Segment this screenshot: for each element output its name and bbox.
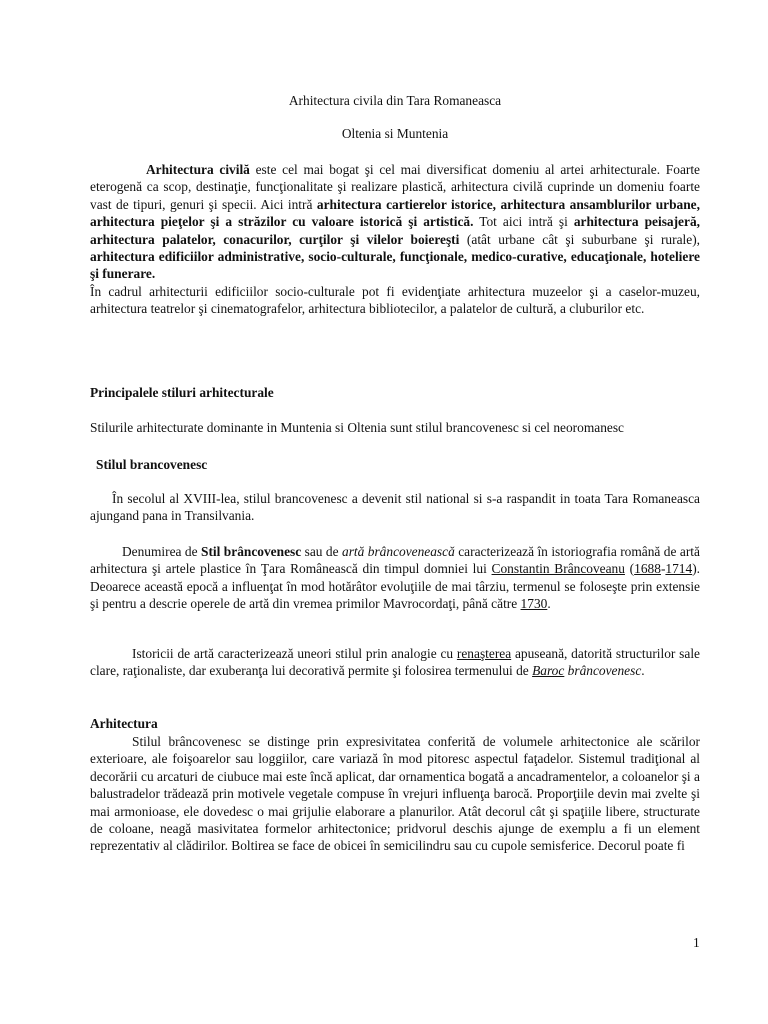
link-baroc[interactable]: Baroc [532, 663, 565, 679]
intro-paragraph [90, 161, 700, 318]
brancovenesc-text-3b: apuseană, datorită structurilor sale clare, raţionaliste, dar exuberanţa lui decorativă permite şi folosirea termenului de [90, 646, 700, 679]
brancovenesc-paragraph-3 [90, 645, 700, 680]
arhitectura-paragraph [90, 733, 700, 855]
link-constantin-brancoveanu[interactable]: Constantin Brâncoveanu [491, 561, 625, 577]
link-year-1714[interactable]: 1714 [665, 561, 693, 577]
intro-bold-4: arhitectura edificiilor administrative, socio-culturale, funcţionale, medico-curative, educaţionale, hoteliere şi funerare. [90, 249, 700, 282]
page-number: 1 [693, 935, 700, 950]
intro-bold-1: Arhitectura civilă [146, 162, 250, 177]
brancovenesc-text-2b: sau de [301, 544, 342, 559]
link-year-1688[interactable]: 1688 [634, 561, 661, 577]
brancovenesc-text-2c: caracterizează în istoriografia română de artă arhitectura şi artele plastice în Ţara Românească din timpul domniei lui [90, 544, 700, 577]
document-subtitle: Oltenia si Muntenia [341, 126, 449, 141]
brancovenesc-bold: Stil brâncovenesc [201, 544, 302, 559]
intro-text-4: În cadrul arhitecturii edificiilor socio-culturale pot fi evidenţiate arhitectura muzeelor şi a caselor-muzeu, arhitectura teatrelor şi cinematografelor, arhitectura bibliotecilor, a palatelor de cultură, a cluburilor etc. [90, 283, 700, 317]
document-title: Arhitectura civila din Tara Romaneasca [288, 93, 502, 108]
section-heading-arhitectura: Arhitectura [90, 716, 158, 731]
arhitectura-text: Stilul brâncovenesc se distinge prin expresivitatea conferită de volumele arhitectonice ale scărilor exterioare, ale foişoarelor sau loggiilor, care variază în mod pitoresc aspectul faţadelor. Sistemul tradiţional al decorării cu arcaturi de ciubuce mai este încă aplicat, dar ornamentica bogată a ancadramentelor, a coloanelor şi a balustradelor trădează prin motivele vegetale compuse în vrejuri influenţa barocă. Proporţiile devin mai zvelte şi mai armonioase, ele dovedesc o mai grijulie elaborare a planurilor. Atât decorul cât şi spaţiile libere, structurate de coloane, neagă masivitatea formelor arhitectonice; pridvorul deschis ajunge de exemplu a fi un element reprezentativ al clădirilor. Boltirea se face de obicei în semicilindru sau cu cupole semisferice. Decorul poate fi [90, 734, 700, 854]
brancovenesc-text-1: În secolul al XVIII-lea, stilul brancovenesc a devenit stil national si s-a raspandit in toata Tara Romaneasca ajungand pana in Transilvania. [90, 491, 700, 524]
link-year-1730[interactable]: 1730 [520, 596, 548, 612]
brancovenesc-text-2d: ( [624, 561, 635, 577]
intro-text-3: (atât urbane cât şi suburbane şi rurale), [459, 231, 700, 247]
intro-bold-3: arhitectura peisajeră, arhitectura palatelor, conacurilor, curţilor şi vilelor boiereşti [90, 214, 700, 247]
brancovenesc-text-2f: ). Deoarece această epocă a influenţat în mod hotărâtor evoluţiile de mai târziu, termenul se foloseşte prin extensie şi pentru a descrie operele de artă din vremea primilor Mavrocordaţi, până către [90, 561, 700, 612]
brancovenesc-italic-2: brâncovenesc [564, 663, 642, 679]
brancovenesc-paragraph-1 [90, 490, 700, 525]
brancovenesc-text-2a: Denumirea de [122, 544, 202, 559]
brancovenesc-italic: artă brâncovenească [342, 544, 455, 559]
intro-bold-2: arhitectura cartierelor istorice, arhitectura ansamblurilor urbane, arhitectura pieţelor şi a străzilor cu valoare istorică şi artistică. [90, 196, 700, 230]
styles-paragraph: Stilurile arhitecturate dominante in Muntenia si Oltenia sunt stilul brancovenesc si cel neoromanesc [90, 420, 624, 435]
section-heading-styles: Principalele stiluri arhitecturale [90, 385, 274, 400]
brancovenesc-paragraph-2 [90, 543, 700, 613]
brancovenesc-text-3a: Istoricii de artă caracterizează uneori stilul prin analogie cu [132, 646, 457, 661]
intro-text-2: Tot aici intră şi [473, 214, 574, 230]
intro-text-1: este cel mai bogat şi cel mai diversificat domeniu al artei arhitecturale. Foarte eterogenă ca scop, destinaţie, funcţionalitate şi realizare plastică, arhitectura civilă cuprinde un domeniu foarte vast de tipuri, genuri şi specii. Aici intră [90, 162, 701, 212]
brancovenesc-text-2e: - [660, 561, 666, 577]
brancovenesc-text-2g: . [547, 596, 551, 612]
section-heading-brancovenesc: Stilul brancovenesc [96, 457, 208, 472]
brancovenesc-text-3c: . [641, 663, 645, 679]
link-renasterea[interactable]: renaşterea [456, 646, 512, 661]
